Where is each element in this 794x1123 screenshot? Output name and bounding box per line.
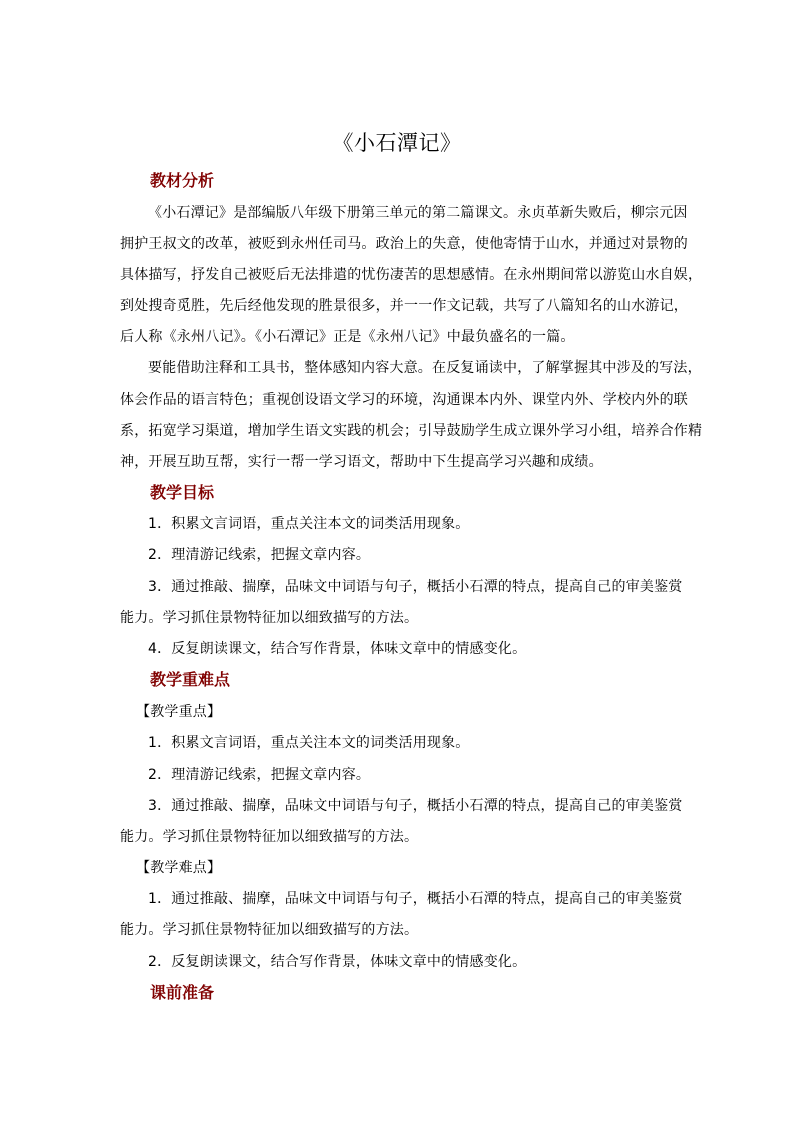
difficulty-item: 2．反复朗读课文，结合写作背景，体味文章中的情感变化。 <box>148 954 527 970</box>
section-heading-key-points: 教学重难点 <box>150 670 231 689</box>
difficulty-item: 1．通过推敲、揣摩，品味文中词语与句子，概括小石潭的特点，提高自己的审美鉴赏 <box>148 891 683 907</box>
analysis-line: 神，开展互助互帮，实行一帮一学习语文，帮助中下生提高学习兴趣和成绩。 <box>120 454 603 470</box>
focus-label: 【教学重点】 <box>136 704 222 720</box>
analysis-line: 要能借助注释和工具书，整体感知内容大意。在反复诵读中，了解掌握其中涉及的写法， <box>148 360 702 376</box>
analysis-line: 具体描写，抒发自己被贬后无法排遣的忧伤凄苦的思想感情。在永州期间常以游览山水自娱， <box>120 267 703 283</box>
focus-item: 能力。学习抓住景物特征加以细致描写的方法。 <box>120 829 419 845</box>
difficulty-item: 能力。学习抓住景物特征加以细致描写的方法。 <box>120 922 419 938</box>
goal-item: 2．理清游记线索，把握文章内容。 <box>148 547 371 563</box>
goal-item: 能力。学习抓住景物特征加以细致描写的方法。 <box>120 610 419 626</box>
focus-item: 3．通过推敲、揣摩，品味文中词语与句子，概括小石潭的特点，提高自己的审美鉴赏 <box>148 798 683 814</box>
difficulty-label: 【教学难点】 <box>136 860 222 876</box>
focus-item: 2．理清游记线索，把握文章内容。 <box>148 767 371 783</box>
goal-item: 3．通过推敲、揣摩，品味文中词语与句子，概括小石潭的特点，提高自己的审美鉴赏 <box>148 579 683 595</box>
goal-item: 1．积累文言词语，重点关注本文的词类活用现象。 <box>148 516 470 532</box>
analysis-line: 拥护王叔文的改革，被贬到永州任司马。政治上的失意，使他寄情于山水，并通过对景物的 <box>120 236 688 252</box>
goal-item: 4．反复朗读课文，结合写作背景，体味文章中的情感变化。 <box>148 641 527 657</box>
analysis-line: 到处搜奇觅胜，先后经他发现的胜景很多，并一一作文记载，共写了八篇知名的山水游记， <box>120 298 688 314</box>
analysis-line: 《小石潭记》是部编版八年级下册第三单元的第二篇课文。永贞革新失败后，柳宗元因 <box>148 205 688 221</box>
focus-item: 1．积累文言词语，重点关注本文的词类活用现象。 <box>148 735 470 751</box>
section-heading-goals: 教学目标 <box>150 483 215 502</box>
analysis-line: 后人称《永州八记》。《小石潭记》正是《永州八记》中最负盛名的一篇。 <box>120 329 575 345</box>
section-heading-preparation: 课前准备 <box>150 983 215 1002</box>
analysis-line: 系，拓宽学习渠道，增加学生语文实践的机会；引导鼓励学生成立课外学习小组，培养合作精 <box>120 423 703 439</box>
section-heading-analysis: 教材分析 <box>150 171 215 190</box>
page-title: 《小石潭记》 <box>332 131 462 155</box>
analysis-line: 体会作品的语言特色；重视创设语文学习的环境，沟通课本内外、课堂内外、学校内外的联 <box>120 392 688 408</box>
